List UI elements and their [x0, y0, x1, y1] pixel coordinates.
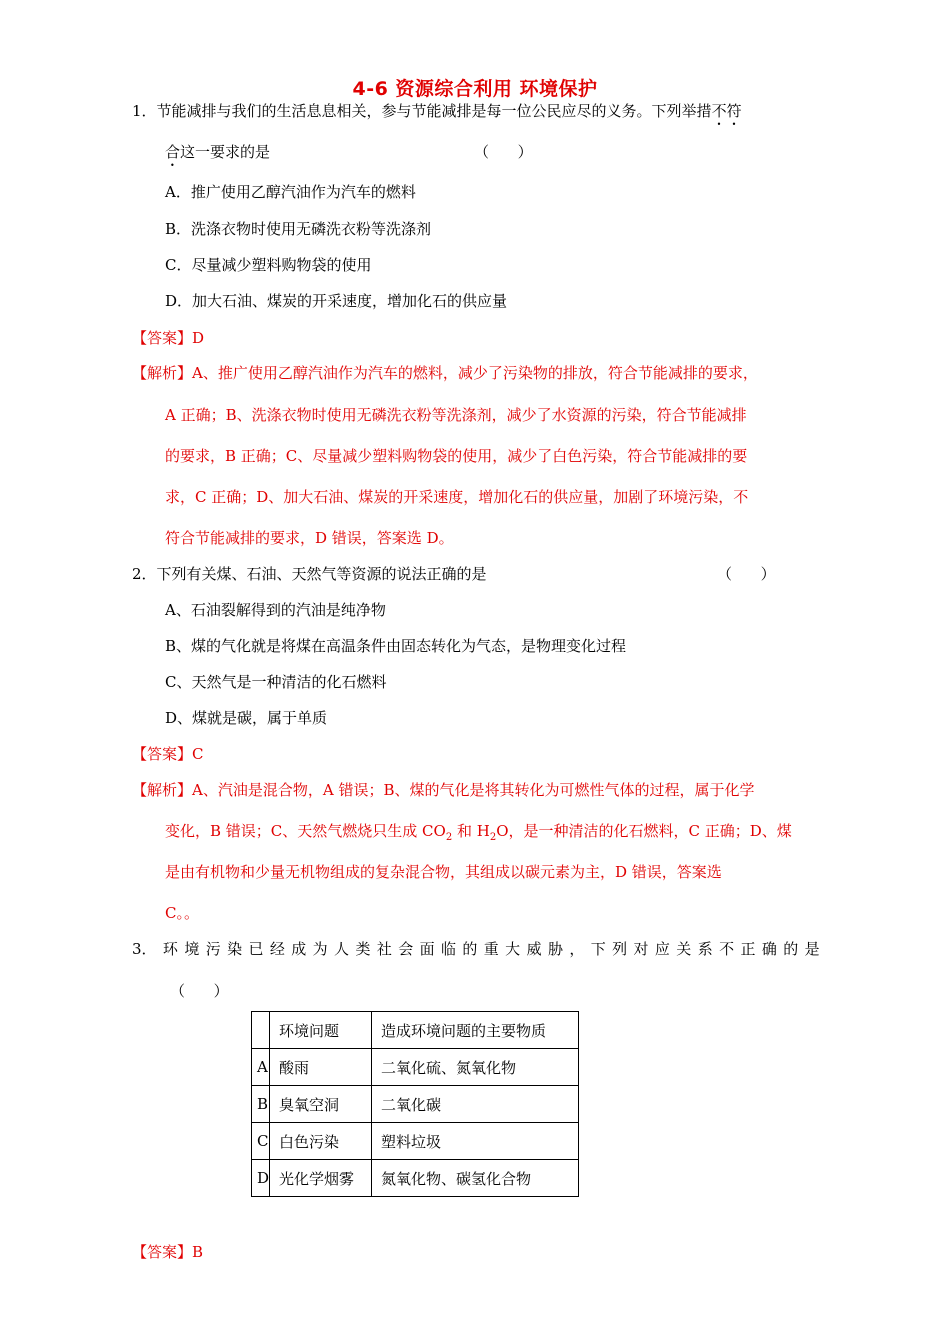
- table-row: [252, 1160, 579, 1197]
- q2-answer: 【答案】C: [132, 745, 204, 763]
- q3-stem-char: 不: [719, 940, 735, 958]
- q2-option-d: D、煤就是碳，属于单质: [165, 709, 328, 727]
- q3-stem-char: 境: [184, 940, 200, 958]
- table-cell: B: [252, 1086, 270, 1123]
- q3-answer-blank: （ ）: [170, 982, 229, 1000]
- table-header-substance: 造成环境问题的主要物质: [372, 1012, 579, 1049]
- q3-stem-char: 列: [612, 940, 628, 958]
- q3-stem-char: 为: [312, 940, 328, 958]
- q3-stem-char: 关: [676, 940, 692, 958]
- q2-option-c: C、天然气是一种清洁的化石燃料: [165, 673, 387, 691]
- q1-analysis-line4: 求，C 正确；D、加大石油、煤炭的开采速度，增加化石的供应量，加剧了环境污染，不: [165, 488, 749, 506]
- q3-stem-char: 环: [162, 940, 178, 958]
- table-cell: 氮氧化物、碳氢化合物: [372, 1160, 579, 1197]
- q2-analysis-line1: 【解析】A、汽油是混合物，A 错误；B、煤的气化是将其转化为可燃性气体的过程，属于化学: [132, 781, 755, 799]
- table-header-problem: 环境问题: [270, 1012, 372, 1049]
- table-cell: 二氧化硫、氮氧化物: [372, 1049, 579, 1086]
- q1-analysis-line2: A 正确；B、洗涤衣物时使用无磷洗衣粉等洗涤剂，减少了水资源的污染，符合节能减排: [165, 406, 747, 424]
- q1-stem-line1: 1．节能减排与我们的生活息息相关，参与节能减排是每一位公民应尽的义务。下列举措不符: [132, 102, 742, 120]
- q1-analysis-line3: 的要求，B 正确；C、尽量减少塑料购物袋的使用，减少了白色污染，符合节能减排的要: [165, 447, 748, 465]
- page-title: 4-6 资源综合利用 环境保护: [352, 78, 598, 100]
- q2-stem: 2．下列有关煤、石油、天然气等资源的说法正确的是: [132, 565, 487, 583]
- q3-stem-char: ，: [569, 940, 585, 958]
- q1-analysis-line5: 符合节能减排的要求，D 错误，答案选 D。: [165, 529, 454, 547]
- q3-stem-char: 应: [654, 940, 670, 958]
- q3-stem-char: 确: [761, 940, 777, 958]
- q2-option-b: B、煤的气化就是将煤在高温条件由固态转化为气态，是物理变化过程: [165, 637, 627, 655]
- table-cell: A: [252, 1049, 270, 1086]
- q3-stem-char: 威: [526, 940, 542, 958]
- q2-answer-blank: （ ）: [717, 565, 776, 583]
- q1-stem-line2: 合这一要求的是: [165, 143, 271, 161]
- q3-stem-char: 的: [783, 940, 799, 958]
- q3-stem-char: 3．: [132, 940, 157, 958]
- table-cell: 酸雨: [270, 1049, 372, 1086]
- q3-stem-char: 下: [590, 940, 606, 958]
- q3-stem-char: 重: [483, 940, 499, 958]
- q1-emphasis: 不符: [711, 102, 742, 120]
- q3-stem-char: 大: [505, 940, 521, 958]
- table-row: [252, 1123, 579, 1160]
- table-cell: 塑料垃圾: [372, 1123, 579, 1160]
- q3-stem-char: 会: [398, 940, 414, 958]
- table-cell: 臭氧空洞: [270, 1086, 372, 1123]
- table-cell: [252, 1012, 270, 1049]
- q3-stem-char: 人: [334, 940, 350, 958]
- q3-stem-char: 类: [355, 940, 371, 958]
- q2-option-a: A、石油裂解得到的汽油是纯净物: [165, 601, 386, 619]
- q3-stem-char: 经: [269, 940, 285, 958]
- q3-stem-char: 社: [376, 940, 392, 958]
- table-cell: 白色污染: [270, 1123, 372, 1160]
- q3-stem-char: 是: [804, 940, 820, 958]
- q1-option-c: C．尽量减少塑料购物袋的使用: [165, 256, 372, 274]
- table-row: [252, 1049, 579, 1086]
- table-cell: 光化学烟雾: [270, 1160, 372, 1197]
- table-header-row: [252, 1012, 579, 1049]
- q3-table: [251, 1011, 579, 1197]
- table-cell: C: [252, 1123, 270, 1160]
- q2-analysis-line3: 是由有机物和少量无机物组成的复杂混合物，其组成以碳元素为主，D 错误，答案选: [165, 863, 722, 881]
- q3-stem: [132, 938, 820, 959]
- table-row: [252, 1086, 579, 1123]
- q1-option-b: B．洗涤衣物时使用无磷洗衣粉等洗涤剂: [165, 220, 432, 238]
- q3-stem-char: 正: [740, 940, 756, 958]
- q1-option-a: A．推广使用乙醇汽油作为汽车的燃料: [165, 183, 416, 201]
- q3-stem-char: 的: [462, 940, 478, 958]
- q1-analysis-line1: 【解析】A、推广使用乙醇汽油作为汽车的燃料，减少了污染物的排放，符合节能减排的要求，: [132, 364, 758, 382]
- q2-analysis-line2: 变化，B 错误；C、天然气燃烧只生成 $CO_2$ 和 $H_2O$，是一种清洁的化石燃料，C 正确；D、煤: [165, 822, 792, 843]
- q3-stem-char: 临: [441, 940, 457, 958]
- q1-answer: 【答案】D: [132, 329, 205, 347]
- table-cell: 二氧化碳: [372, 1086, 579, 1123]
- q3-stem-char: 系: [697, 940, 713, 958]
- table-cell: D: [252, 1160, 270, 1197]
- q1-option-d: D．加大石油、煤炭的开采速度，增加化石的供应量: [165, 292, 508, 310]
- q3-stem-char: 已: [248, 940, 264, 958]
- q3-stem-char: 染: [227, 940, 243, 958]
- q3-stem-char: 对: [633, 940, 649, 958]
- q3-stem-char: 污: [205, 940, 221, 958]
- q3-answer: 【答案】B: [132, 1243, 204, 1261]
- q2-analysis-line4: C。。: [165, 904, 199, 922]
- q3-stem-char: 胁: [547, 940, 563, 958]
- q1-answer-blank: （ ）: [474, 143, 533, 161]
- q3-stem-char: 面: [419, 940, 435, 958]
- q3-stem-char: 成: [291, 940, 307, 958]
